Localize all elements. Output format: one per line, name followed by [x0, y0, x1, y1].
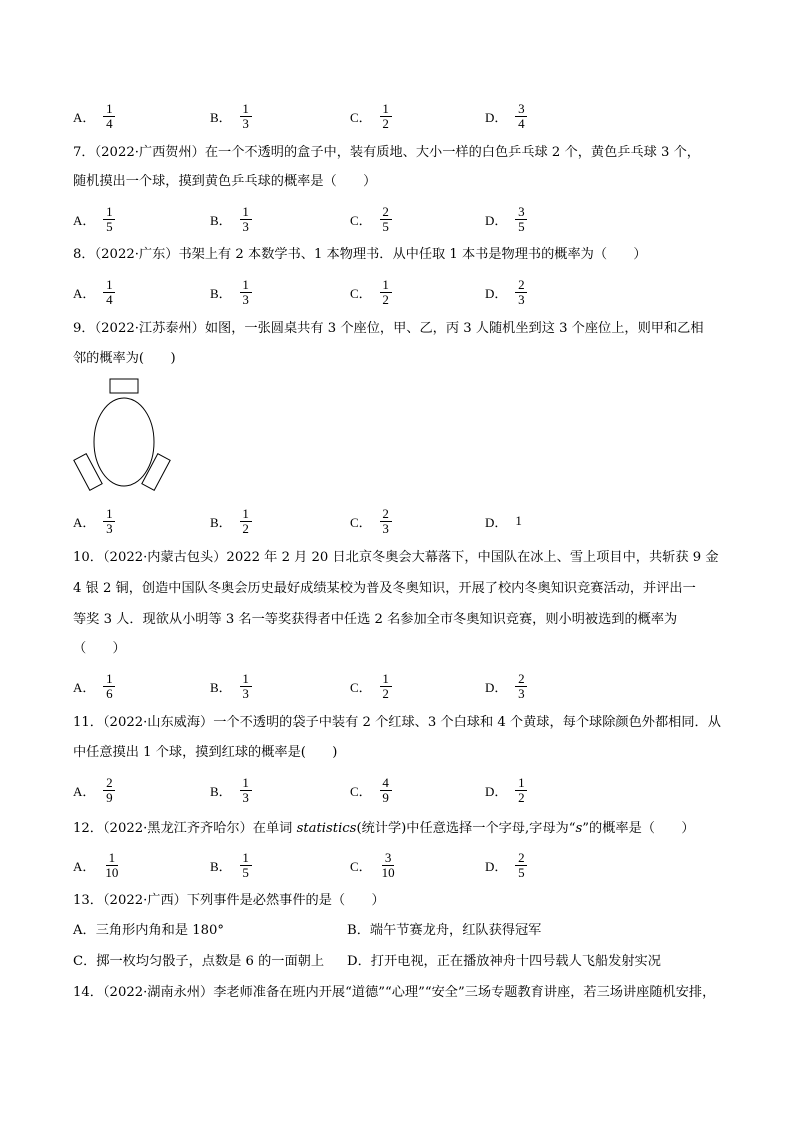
q11-options [73, 772, 733, 808]
q7-option-b[interactable]: B． $\frac{1}{3}$ [210, 201, 252, 237]
fraction: $\frac{1}{5}$ [103, 205, 115, 234]
fraction: $\frac{1}{4}$ [103, 278, 115, 307]
q8-option-b[interactable]: B． $\frac{1}{3}$ [210, 274, 252, 310]
fraction: $\frac{2}{5}$ [380, 205, 392, 234]
q9-options [73, 503, 733, 539]
q7-options [73, 201, 733, 237]
fraction: $\frac{1}{3}$ [240, 278, 252, 307]
q13-option-d[interactable]: D．打开电视，正在播放神舟十四号载人飞船发射实况 [347, 954, 661, 969]
q7-text-line1: 7．（2022·广西贺州）在一个不透明的盒子中，装有质地、大小一样的白色乒乓球 2 个，黄色乒乓球 3 个， [73, 145, 700, 160]
fraction: $\frac{2}{3}$ [380, 507, 392, 536]
fraction: $\frac{1}{3}$ [240, 672, 252, 701]
q8-option-a[interactable]: A． $\frac{1}{4}$ [73, 274, 115, 310]
fraction: $\frac{1}{10}$ [105, 849, 119, 880]
q7-text-line2: 随机摸出一个球，摸到黄色乒乓球的概率是（ ） [73, 174, 377, 189]
q8-option-c[interactable]: C． $\frac{1}{2}$ [350, 274, 392, 310]
q9-text-line2: 邻的概率为( ) [73, 351, 176, 366]
q13-option-a[interactable]: A．三角形内角和是 180° [73, 923, 224, 938]
q7-option-a[interactable]: A． $\frac{1}{5}$ [73, 201, 115, 237]
fraction: $\frac{1}{5}$ [240, 851, 252, 880]
q11-option-d[interactable]: D． $\frac{1}{2}$ [485, 772, 527, 808]
q14-text-line1: 14．（2022·湖南永州）李老师准备在班内开展“道德”“心理”“安全”三场专题教育讲座，若三场讲座随机安排， [73, 985, 716, 1000]
fraction: $\frac{1}{2}$ [380, 278, 392, 307]
fraction: $\frac{3}{5}$ [515, 205, 527, 234]
q12-option-c[interactable]: C． $\frac{3}{10}$ [350, 849, 395, 880]
q7-option-c[interactable]: C． $\frac{2}{5}$ [350, 201, 392, 237]
q8-options [73, 274, 733, 310]
q10-text-line2: 4 银 2 铜，创造中国队冬奥会历史最好成绩某校为普及冬奥知识，开展了校内冬奥知识竞赛活动，并评出一 [73, 581, 696, 596]
fraction: $\frac{1}{2}$ [380, 672, 392, 701]
q9-text-line1: 9．（2022·江苏泰州）如图，一张圆桌共有 3 个座位，甲、乙，丙 3 人随机坐到这 3 个座位上，则甲和乙相 [73, 321, 704, 336]
q12-option-a[interactable]: A． $\frac{1}{10}$ [73, 849, 119, 880]
q7-option-d[interactable]: D． $\frac{3}{5}$ [485, 201, 527, 237]
q9-option-a[interactable]: A． $\frac{1}{3}$ [73, 503, 115, 539]
q10-options [73, 668, 733, 704]
round-table [94, 398, 154, 486]
q11-text-line2: 中任意摸出 1 个球，摸到红球的概率是( ) [73, 745, 338, 760]
q12-option-b[interactable]: B． $\frac{1}{5}$ [210, 847, 252, 883]
fraction: $\frac{2}{5}$ [515, 851, 527, 880]
q11-option-c[interactable]: C． $\frac{4}{9}$ [350, 772, 392, 808]
q8-option-d[interactable]: D． $\frac{2}{3}$ [485, 274, 527, 310]
q6-option-c[interactable]: C． $\frac{1}{2}$ [350, 98, 392, 134]
q9-option-c[interactable]: C． $\frac{2}{3}$ [350, 503, 392, 539]
fraction: $\frac{3}{10}$ [381, 849, 395, 880]
q6-option-d[interactable]: D． $\frac{3}{4}$ [485, 98, 527, 134]
fraction: $\frac{1}{2}$ [240, 507, 252, 536]
q6-option-a[interactable]: A． $\frac{1}{4}$ [73, 98, 115, 134]
q11-option-a[interactable]: A． $\frac{2}{9}$ [73, 772, 115, 808]
q10-option-c[interactable]: C． $\frac{1}{2}$ [350, 668, 392, 704]
q9-option-b[interactable]: B． $\frac{1}{2}$ [210, 503, 252, 539]
fraction: $\frac{1}{2}$ [380, 102, 392, 131]
q12-option-d[interactable]: D． $\frac{2}{5}$ [485, 847, 527, 883]
q10-text-line3: 等奖 3 人．现欲从小明等 3 名一等奖获得者中任选 2 名参加全市冬奥知识竞赛，则小明被选到的概率为 [73, 612, 678, 627]
fraction: $\frac{1}{3}$ [240, 205, 252, 234]
fraction: $\frac{4}{9}$ [380, 776, 392, 805]
q8-text-line1: 8．（2022·广东）书架上有 2 本数学书、1 本物理书．从中任取 1 本书是物理书的概率为（ ） [73, 247, 647, 262]
q10-option-d[interactable]: D． $\frac{2}{3}$ [485, 668, 527, 704]
fraction: $\frac{1}{4}$ [103, 102, 115, 131]
fraction: $\frac{1}{6}$ [103, 672, 115, 701]
fraction: $\frac{2}{9}$ [103, 776, 115, 805]
q10-text-line1: 10．（2022·内蒙古包头）2022 年 2 月 20 日北京冬奥会大幕落下，中国队在冰上、雪上项目中，共斩获 9 金 [73, 550, 719, 565]
fraction: $\frac{1}{3}$ [240, 776, 252, 805]
fraction: $\frac{1}{2}$ [515, 776, 527, 805]
q11-text-line1: 11．（2022·山东威海）一个不透明的袋子中装有 2 个红球、3 个白球和 4 个黄球，每个球除颜色外都相同．从 [73, 715, 721, 730]
q10-option-a[interactable]: A． $\frac{1}{6}$ [73, 668, 115, 704]
fraction: $\frac{1}{3}$ [103, 507, 115, 536]
q6-option-b[interactable]: B． $\frac{1}{3}$ [210, 98, 252, 134]
q10-option-b[interactable]: B． $\frac{1}{3}$ [210, 668, 252, 704]
q12-options [73, 847, 733, 883]
q10-text-line4: （ ） [73, 641, 126, 656]
q6-options [73, 98, 733, 134]
q13-option-b[interactable]: B．端午节赛龙舟，红队获得冠军 [347, 923, 542, 938]
q11-option-b[interactable]: B． $\frac{1}{3}$ [210, 772, 252, 808]
q13-option-c[interactable]: C．掷一枚均匀骰子，点数是 6 的一面朝上 [73, 954, 325, 969]
fraction: $\frac{3}{4}$ [515, 102, 527, 131]
fraction: $\frac{1}{3}$ [240, 102, 252, 131]
fraction: $\frac{2}{3}$ [515, 672, 527, 701]
top-seat [110, 379, 138, 393]
q12-text-line1: 12．（2022·黑龙江齐齐哈尔）在单词 statistics(统计学)中任意选择一个字母,字母为“s”的概率是（ ） [73, 821, 695, 836]
round-table-diagram [70, 375, 180, 500]
round-table-figure [70, 375, 180, 504]
fraction: $\frac{2}{3}$ [515, 278, 527, 307]
q9-option-d[interactable]: D． 1 [485, 513, 522, 530]
q13-text-line1: 13．（2022·广西）下列事件是必然事件的是（ ） [73, 893, 385, 908]
